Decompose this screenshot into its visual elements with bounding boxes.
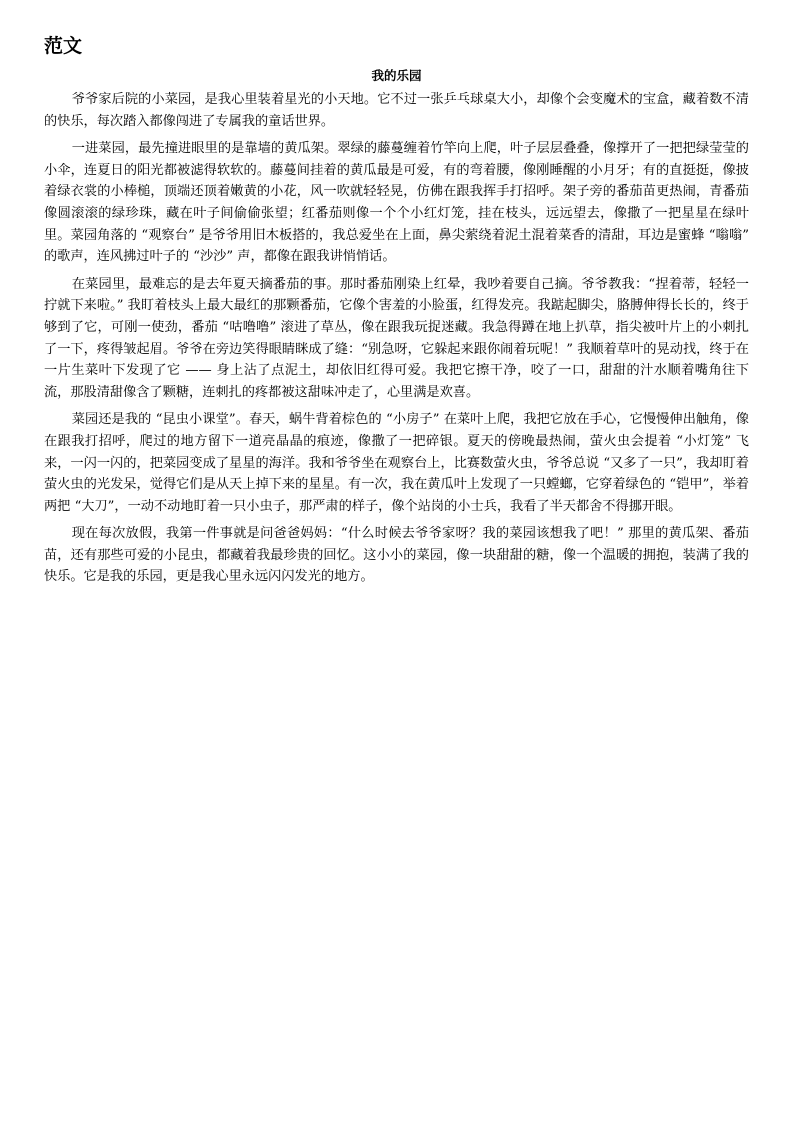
paragraph: 在菜园里，最难忘的是去年夏天摘番茄的事。那时番茄刚染上红晕，我吵着要自己摘。爷爷教我：“捏着蒂，轻轻一拧就下来啦。” 我盯着枝头上最大最红的那颗番茄，它像个害羞的小脸蛋，红得发亮。我踮起脚尖，胳膊伸得长长的，终于够到了它，可刚一使劲，番茄 “咕噜噜” 滚进了草丛，像在跟我玩捉迷藏。我急得蹲在地上扒草，指尖被叶片上的小刺扎了一下，疼得皱起眉。爷爷在旁边笑得眼睛眯成了缝：“别急呀，它躲起来跟你闹着玩呢！” 我顺着草叶的晃动找，终于在一片生菜叶下发现了它 —— 身上沾了点泥土，却依旧红得可爱。我把它擦干净，咬了一口，甜甜的汁水顺着嘴角往下流，那股清甜像含了颗糖，连刺扎的疼都被这甜味冲走了，心里满是欢喜。 — [44, 276, 749, 400]
essay-body — [44, 89, 749, 588]
paragraph: 爷爷家后院的小菜园，是我心里装着星光的小天地。它不过一张乒乓球桌大小，却像个会变魔术的宝盒，藏着数不清的快乐，每次踏入都像闯进了专属我的童话世界。 — [44, 92, 749, 129]
paragraph: 菜园还是我的 “昆虫小课堂”。春天，蜗牛背着棕色的 “小房子” 在菜叶上爬，我把它放在手心，它慢慢伸出触角，像在跟我打招呼，爬过的地方留下一道亮晶晶的痕迹，像撒了一把碎银。夏天的傍晚最热闹，萤火虫会提着 “小灯笼” 飞来，一闪一闪的，把菜园变成了星星的海洋。我和爷爷坐在观察台上，比赛数萤火虫，爷爷总说 “又多了一只”，我却盯着萤火虫的光发呆，觉得它们是从天上掉下来的星星。有一次，我在黄瓜叶上发现了一只螳螂，它穿着绿色的 “铠甲”，举着两把 “大刀”，一动不动地盯着一只小虫子，那严肃的样子，像个站岗的小士兵，我看了半天都舍不得挪开眼。 — [44, 412, 749, 514]
section-heading: 范文 — [44, 35, 83, 57]
paragraph: 现在每次放假，我第一件事就是问爸爸妈妈：“什么时候去爷爷家呀？我的菜园该想我了吧！” 那里的黄瓜架、番茄苗，还有那些可爱的小昆虫，都藏着我最珍贵的回忆。这小小的菜园，像一块甜甜的糖，像一个温暖的拥抱，装满了我的快乐。它是我的乐园，更是我心里永远闪闪发光的地方。 — [44, 526, 749, 585]
essay-title: 我的乐园 — [371, 68, 422, 83]
paragraph: 一进菜园，最先撞进眼里的是靠墙的黄瓜架。翠绿的藤蔓缠着竹竿向上爬，叶子层层叠叠，像撑开了一把把绿莹莹的小伞，连夏日的阳光都被滤得软软的。藤蔓间挂着的黄瓜最是可爱，有的弯着腰，像刚睡醒的小月牙；有的直挺挺，像披着绿衣裳的小棒槌，顶端还顶着嫩黄的小花，风一吹就轻轻晃，仿佛在跟我挥手打招呼。架子旁的番茄苗更热闹，青番茄像圆滚滚的绿珍珠，藏在叶子间偷偷张望；红番茄则像一个个小红灯笼，挂在枝头，远远望去，像撒了一把星星在绿叶里。菜园角落的 “观察台” 是爷爷用旧木板搭的，我总爱坐在上面，鼻尖萦绕着泥土混着菜香的清甜，耳边是蜜蜂 “嗡嗡” 的歌声，连风拂过叶子的 “沙沙” 声，都像在跟我讲悄悄话。 — [44, 141, 749, 265]
